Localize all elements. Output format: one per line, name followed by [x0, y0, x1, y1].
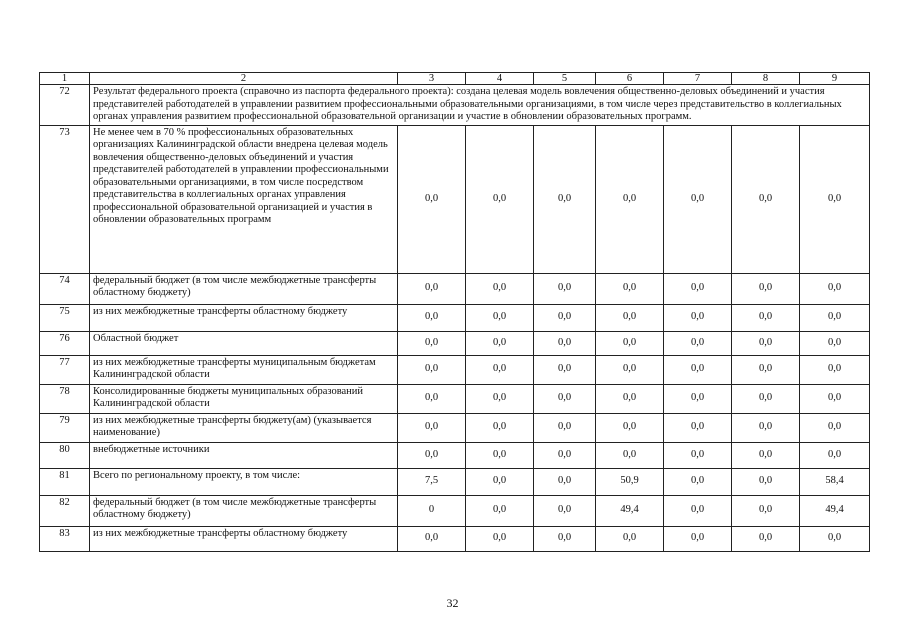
value-cell: 0,0 [466, 304, 534, 331]
column-header: 8 [732, 73, 800, 85]
table-row [40, 331, 870, 355]
table-row [40, 125, 870, 273]
value-cell: 0,0 [664, 384, 732, 413]
value-cell: 0,0 [596, 273, 664, 304]
table-row [40, 355, 870, 384]
column-header: 5 [534, 73, 596, 85]
value-cell: 0,0 [732, 495, 800, 526]
value-cell: 0,0 [732, 331, 800, 355]
row-description: федеральный бюджет (в том числе межбюджетные трансферты областному бюджету) [90, 495, 398, 526]
value-cell: 0,0 [466, 526, 534, 551]
page-number: 32 [446, 596, 459, 610]
value-cell: 0,0 [800, 526, 870, 551]
column-header: 6 [596, 73, 664, 85]
column-header: 4 [466, 73, 534, 85]
value-cell: 0,0 [664, 355, 732, 384]
value-cell: 49,4 [800, 495, 870, 526]
value-cell: 0,0 [732, 304, 800, 331]
row-description: из них межбюджетные трансферты муниципальным бюджетам Калининградской области [90, 355, 398, 384]
value-cell: 0,0 [800, 273, 870, 304]
value-cell: 7,5 [398, 468, 466, 495]
table-row [40, 442, 870, 468]
value-cell: 0,0 [732, 413, 800, 442]
value-cell: 0,0 [398, 384, 466, 413]
row-number: 81 [40, 468, 90, 495]
value-cell: 0,0 [398, 442, 466, 468]
value-cell: 0,0 [596, 331, 664, 355]
table-row [40, 413, 870, 442]
value-cell: 0,0 [732, 355, 800, 384]
value-cell: 0,0 [534, 331, 596, 355]
value-cell: 0,0 [398, 125, 466, 273]
value-cell: 0,0 [664, 273, 732, 304]
row-description: Всего по региональному проекту, в том числе: [90, 468, 398, 495]
value-cell: 0,0 [398, 355, 466, 384]
value-cell: 0,0 [534, 442, 596, 468]
row-description: Областной бюджет [90, 331, 398, 355]
value-cell: 0,0 [800, 304, 870, 331]
row-number: 77 [40, 355, 90, 384]
value-cell: 0,0 [398, 304, 466, 331]
value-cell: 49,4 [596, 495, 664, 526]
value-cell: 0,0 [596, 125, 664, 273]
value-cell: 0,0 [596, 442, 664, 468]
value-cell: 0,0 [466, 125, 534, 273]
value-cell: 0,0 [466, 413, 534, 442]
value-cell: 0,0 [534, 273, 596, 304]
value-cell: 0,0 [466, 442, 534, 468]
value-cell: 0,0 [534, 355, 596, 384]
value-cell: 0,0 [534, 384, 596, 413]
value-cell: 0,0 [534, 125, 596, 273]
row-description: из них межбюджетные трансферты областному бюджету [90, 526, 398, 551]
row-description: из них межбюджетные трансферты бюджету(ам) (указывается наименование) [90, 413, 398, 442]
budget-table [39, 72, 870, 552]
value-cell: 0,0 [596, 384, 664, 413]
table-row [40, 304, 870, 331]
value-cell: 0,0 [664, 468, 732, 495]
section-row [40, 85, 870, 126]
value-cell: 0,0 [732, 384, 800, 413]
row-number: 76 [40, 331, 90, 355]
value-cell: 0,0 [732, 526, 800, 551]
value-cell: 0,0 [466, 384, 534, 413]
value-cell: 0,0 [800, 355, 870, 384]
value-cell: 0,0 [800, 384, 870, 413]
value-cell: 0,0 [466, 495, 534, 526]
value-cell: 0,0 [534, 468, 596, 495]
value-cell: 0,0 [732, 442, 800, 468]
value-cell: 0,0 [466, 331, 534, 355]
value-cell: 0,0 [534, 495, 596, 526]
table-row [40, 468, 870, 495]
row-description: внебюджетные источники [90, 442, 398, 468]
table-row [40, 384, 870, 413]
header-row [40, 73, 870, 85]
table-row [40, 526, 870, 551]
value-cell: 0,0 [534, 526, 596, 551]
column-header: 9 [800, 73, 870, 85]
row-number: 80 [40, 442, 90, 468]
value-cell: 0,0 [732, 468, 800, 495]
value-cell: 0 [398, 495, 466, 526]
value-cell: 0,0 [596, 413, 664, 442]
row-description: Консолидированные бюджеты муниципальных образований Калининградской области [90, 384, 398, 413]
value-cell: 0,0 [732, 273, 800, 304]
value-cell: 58,4 [800, 468, 870, 495]
value-cell: 0,0 [534, 304, 596, 331]
value-cell: 50,9 [596, 468, 664, 495]
value-cell: 0,0 [466, 468, 534, 495]
value-cell: 0,0 [800, 331, 870, 355]
row-description: из них межбюджетные трансферты областному бюджету [90, 304, 398, 331]
column-header: 2 [90, 73, 398, 85]
value-cell: 0,0 [664, 526, 732, 551]
value-cell: 0,0 [398, 526, 466, 551]
row-number: 75 [40, 304, 90, 331]
value-cell: 0,0 [800, 442, 870, 468]
row-description: федеральный бюджет (в том числе межбюджетные трансферты областному бюджету) [90, 273, 398, 304]
table-row [40, 495, 870, 526]
value-cell: 0,0 [664, 125, 732, 273]
value-cell: 0,0 [800, 413, 870, 442]
value-cell: 0,0 [596, 526, 664, 551]
row-description: Не менее чем в 70 % профессиональных образовательных организациях Калининградской области внедрена целевая модель вовлечения общественно-деловых объединений и участия представителей работодателей в управлении профессиональными образовательными организациями, в том числе посредством представительства в коллегиальных органах управления профессиональной образовательной организацией и участия в обновлении образовательных программ [90, 125, 398, 273]
row-number: 74 [40, 273, 90, 304]
column-header: 7 [664, 73, 732, 85]
table-row [40, 273, 870, 304]
value-cell: 0,0 [466, 355, 534, 384]
value-cell: 0,0 [398, 413, 466, 442]
column-header: 1 [40, 73, 90, 85]
value-cell: 0,0 [596, 355, 664, 384]
value-cell: 0,0 [732, 125, 800, 273]
row-number: 79 [40, 413, 90, 442]
value-cell: 0,0 [664, 495, 732, 526]
value-cell: 0,0 [664, 413, 732, 442]
value-cell: 0,0 [800, 125, 870, 273]
value-cell: 0,0 [466, 273, 534, 304]
row-number: 78 [40, 384, 90, 413]
row-number: 72 [40, 85, 90, 126]
row-number: 82 [40, 495, 90, 526]
value-cell: 0,0 [664, 442, 732, 468]
value-cell: 0,0 [596, 304, 664, 331]
value-cell: 0,0 [664, 304, 732, 331]
value-cell: 0,0 [398, 273, 466, 304]
value-cell: 0,0 [664, 331, 732, 355]
row-number: 73 [40, 125, 90, 273]
table-body [40, 73, 870, 552]
column-header: 3 [398, 73, 466, 85]
section-text: Результат федерального проекта (справочно из паспорта федерального проекта): создана целевая модель вовлечения общественно-деловых объединений и участия представителей работодателей в управлении развитием профессиональными образовательными организациями, в том числе через представительство в коллегиальных органах управления развитием профессиональной образовательной организации и участие в обновлении образовательных программ. [90, 85, 870, 126]
row-number: 83 [40, 526, 90, 551]
value-cell: 0,0 [398, 331, 466, 355]
value-cell: 0,0 [534, 413, 596, 442]
